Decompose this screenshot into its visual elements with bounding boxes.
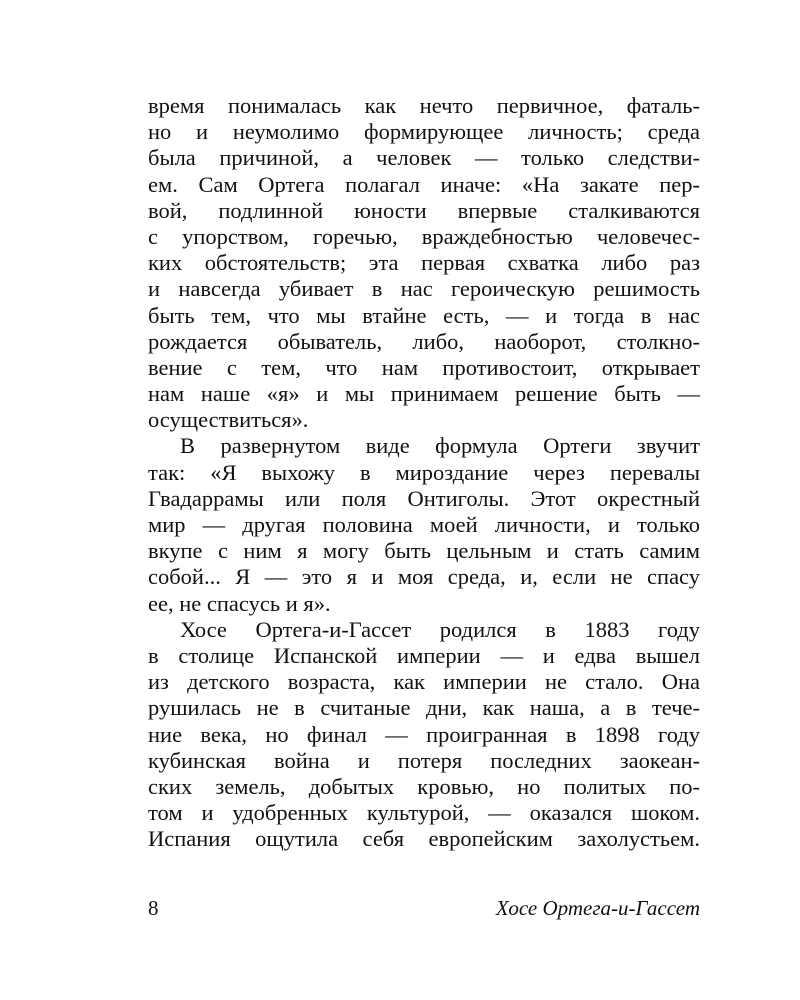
text-line: с упорством, горечью, враждебностью человечес- xyxy=(148,223,700,249)
text-line: в столице Испанской империи — и едва вышел xyxy=(148,642,700,668)
text-line: кубинская война и потеря последних заокеан- xyxy=(148,747,700,773)
text-line: Испания ощутила себя европейским захолустьем. xyxy=(148,826,700,852)
text-line: но и неумолимо формирующее личность; среда xyxy=(148,119,700,145)
text-line: мир — другая половина моей личности, и только xyxy=(148,512,700,537)
page-number: 8 xyxy=(148,896,159,920)
text-line: ние века, но финал — проигранная в 1898 году xyxy=(148,721,700,747)
text-line: ских земель, добытых кровью, но политых по- xyxy=(148,773,700,799)
text-line: вкупе с ним я могу быть цельным и стать самим xyxy=(148,538,700,564)
text-line: вой, подлинной юности впервые сталкиваются xyxy=(148,197,700,223)
page-footer xyxy=(148,894,700,922)
text-line: нам наше «я» и мы принимаем решение быть — xyxy=(148,381,700,407)
text-line: ем. Сам Ортега полагал иначе: «На закате пер- xyxy=(148,171,700,197)
running-head: Хосе Ортега-и-Гассет xyxy=(495,896,700,920)
text-line: ких обстоятельств; эта первая схватка либо раз xyxy=(148,250,700,276)
paragraph xyxy=(148,433,700,616)
text-line: так: «Я выхожу в мироздание через перевалы xyxy=(148,459,700,485)
text-line: рушилась не в считаные дни, как наша, а в тече- xyxy=(148,695,700,721)
text-line: собой... Я — это я и моя среда, и, если не спасу xyxy=(148,564,700,590)
text-line: быть тем, что мы втайне есть, — и тогда в нас xyxy=(148,302,700,328)
text-line: осуществиться». xyxy=(148,407,309,433)
text-line: Гвадаррамы или поля Онтиголы. Этот окрестный xyxy=(148,485,700,511)
text-line: время понималась как нечто первичное, фаталь- xyxy=(148,93,700,118)
body-text xyxy=(148,93,700,852)
text-line: рождается обыватель, либо, наоборот, столкно- xyxy=(148,328,700,354)
text-line: была причиной, а человек — только следстви- xyxy=(148,145,700,171)
text-line: том и удобренных культурой, — оказался шоком. xyxy=(148,800,700,826)
text-line: из детского возраста, как империи не стало. Она xyxy=(148,669,700,695)
text-line: Хосе Ортега-и-Гассет родился в 1883 году xyxy=(180,616,700,642)
text-line: вение с тем, что нам противостоит, открывает xyxy=(148,354,700,380)
text-line: и навсегда убивает в нас героическую решимость xyxy=(148,276,700,302)
paragraph xyxy=(148,93,700,433)
text-line: В развернутом виде формула Ортеги звучит xyxy=(180,433,700,459)
paragraph xyxy=(148,617,700,853)
text-line: ее, не спасусь и я». xyxy=(148,590,331,616)
